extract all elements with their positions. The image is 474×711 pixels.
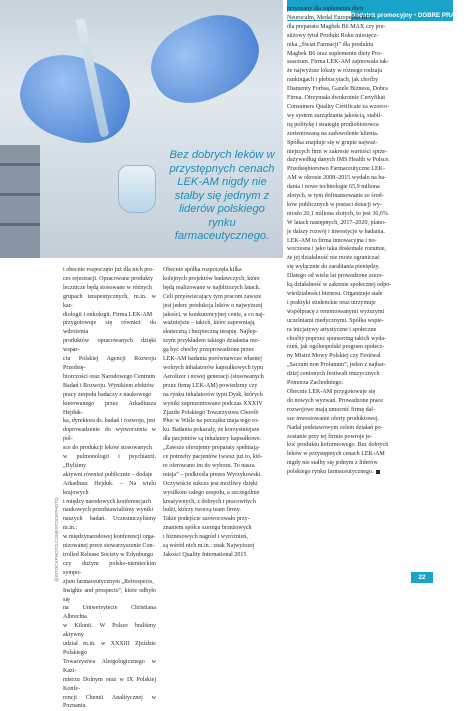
article-column-2 bbox=[163, 266, 279, 560]
text-line: Badań i Rozwoju. Wynikiem efektów bbox=[63, 382, 156, 391]
text-line: dania i nowe technologie 65,9 miliona bbox=[287, 183, 404, 192]
text-line: naszych badań. Uczestniczyliśmy m.in.: bbox=[63, 515, 156, 533]
text-line: dażywedług danych IMS Health w Polsce. bbox=[287, 156, 404, 165]
text-line: się wyłącznie do zarabiania pieniędzy. bbox=[287, 263, 404, 272]
text-line: na rynku inhalatorów typu Dysk, których bbox=[163, 391, 279, 400]
text-line: LEK-AM badania porównawcze własnej bbox=[163, 355, 279, 364]
text-line: wyniki zaprezentowano podczas XXXIV bbox=[163, 400, 279, 409]
text-line: kierowanego przez Arkadiusza Hejduk- bbox=[63, 400, 156, 418]
text-line: Obecnie spółka rozpoczęła kilka bbox=[163, 266, 279, 275]
text-line: diologii i onkologii. Firma LEK-AM bbox=[63, 311, 156, 320]
text-line: stiżowy tytuł Produkt Roku miesięcz- bbox=[287, 32, 404, 41]
text-line: naukowych przedstawialiśmy wyniki bbox=[63, 506, 156, 515]
text-line: jest jeden: produkcja leków o najwyższej bbox=[163, 302, 279, 311]
text-line: kreatywnych, z dobrych i pracowitych bbox=[163, 498, 279, 507]
text-line: koć produktu koformowego. Bez dobrych bbox=[287, 441, 404, 450]
photo-credit: @ISTOCKPHOTO.COM/ISTOCKPHOTO bbox=[54, 498, 59, 582]
text-line: do nowych wyzwań. Prowadzone prace bbox=[287, 397, 404, 406]
text-line: seaceum. Firma LEK-AM zajmowała tak- bbox=[287, 58, 404, 67]
text-line: i obecnie rozpoczęto już dla nich pro- bbox=[63, 266, 156, 275]
text-line: ce potrzeby pacjentów (wiesz już to, któ- bbox=[163, 453, 279, 462]
text-line: Aerolizer i nowej generacji (stosowanych bbox=[163, 373, 279, 382]
text-line: Przedsiębiorstwo Farmaceutyczne LEK- bbox=[287, 165, 404, 174]
text-line: na Uniwersytecie Christiana Albrechta bbox=[63, 604, 156, 622]
text-line: ciu Polskiej Agencji Rozwoju Przedsię- bbox=[63, 355, 156, 373]
text-line: rankingach i plebiscytach, jak choćby bbox=[287, 76, 404, 85]
text-line: Neurocalm, Medal Europejski BCC bbox=[287, 14, 404, 23]
text-line: rencji Chemii Analitycznej w Poznaniu. bbox=[63, 694, 156, 711]
text-line: ka, dyrektora ds. badań i rozwoju, jest bbox=[63, 417, 156, 426]
text-line: Pomorza Zachodniego. bbox=[287, 379, 404, 388]
text-line: AM w okresie 2008–2015 wydało na ba- bbox=[287, 174, 404, 183]
text-line: ludzi, którzy tworzą team firmy. bbox=[163, 506, 279, 515]
text-line: kolejnych projektów badawczych, które bbox=[163, 275, 279, 284]
flask-shape bbox=[118, 165, 156, 213]
text-line: ważniejsze – takich, które zapewniają bbox=[163, 319, 279, 328]
text-line: zjum farmaceutycznym „Retrospects, bbox=[63, 578, 156, 587]
text-line: pracy zespołu badaczy z naukowego bbox=[63, 391, 156, 400]
section-label: Dodatek promocyjny bbox=[351, 12, 412, 19]
text-line: doprowadzenie do wytworzenia w pol- bbox=[63, 426, 156, 444]
article-column-3 bbox=[287, 5, 404, 477]
text-line: nigdy nie stałby się jednym z liderów bbox=[287, 459, 404, 468]
text-line: produktów opracowanych dzięki wspar- bbox=[63, 337, 156, 355]
text-line: Firma. Otrzymała dwukrotnie Certyfikat bbox=[287, 94, 404, 103]
text-line: grupach terapeutycznych, m.in. w kar- bbox=[63, 293, 156, 311]
text-line: Takie podejście zaowocowało przy- bbox=[163, 515, 279, 524]
text-line: Obecnie LEK-AM przygotowuje się bbox=[287, 388, 404, 397]
text-line: rozwojowe mają umocnić firmę dal- bbox=[287, 406, 404, 415]
text-line: sze inwestowanie oferty produktowej. bbox=[287, 415, 404, 424]
text-line: zorientowaną na zadowolenie klienta. bbox=[287, 130, 404, 139]
text-line: ką działalność w zakresie społecznej odpo- bbox=[287, 281, 404, 290]
text-line: Oczywiście sukces jest możliwy dzięki bbox=[163, 480, 279, 489]
text-line: przyznany dla suplementu diety bbox=[287, 5, 404, 14]
text-line: Diamenty Forbsa, Gazele Biznesu, Dobra bbox=[287, 85, 404, 94]
text-line: Consumers Quality Certificate za wzorco- bbox=[287, 103, 404, 112]
text-line: ków publicznych w postaci dotacji wy- bbox=[287, 201, 404, 210]
text-line: wolnych inhalatorów kapsułkowych typu bbox=[163, 364, 279, 373]
text-line: dla pacjentów są inhalatory kapsułkowe. bbox=[163, 435, 279, 444]
text-line: ną politykę i strategię prodiobiotowca bbox=[287, 121, 404, 130]
test-tube-rack-shape bbox=[0, 145, 40, 258]
text-line: mierzu Dolnym oraz w IX Polskiej Konfe- bbox=[63, 676, 156, 694]
text-line: i praktyki studenckie oraz utrzymuje bbox=[287, 299, 404, 308]
text-line: rzeń, jak ogólnopolski program społecz- bbox=[287, 343, 404, 352]
page-number: 22 bbox=[411, 572, 433, 583]
text-line: biorczości oraz Narodowego Centrum bbox=[63, 373, 156, 382]
text-line: skuteczną i bezpieczną terapię. Najlep- bbox=[163, 328, 279, 337]
text-line: niejszych firm w zakresie wartości sprze- bbox=[287, 148, 404, 157]
text-line: Zjazdu Polskiego Towarzystwa Chorób bbox=[163, 409, 279, 418]
text-line: leków w przystępnych cenach LEK-AM bbox=[287, 450, 404, 459]
text-line: Towarzystwa Alergologicznego w Kazi- bbox=[63, 658, 156, 676]
text-line: będą realizowane w najbliższych latach. bbox=[163, 284, 279, 293]
text-line: Insights and prospects”, które odbyło się bbox=[63, 587, 156, 605]
gloved-hand-shape bbox=[139, 0, 272, 117]
text-line: Jakości Quality International 2015 bbox=[163, 551, 279, 560]
section-title: DOBRE PRAKTYKI bbox=[418, 12, 474, 19]
text-line: polskiego rynku farmaceutycznego. bbox=[287, 468, 404, 477]
text-line: aktywni również publicznie – dodaje bbox=[63, 471, 156, 480]
text-line: niosło 20,1 miliona złotych, to jest 30,6%. bbox=[287, 210, 404, 219]
article-end-mark bbox=[376, 470, 380, 474]
text-line: udział m.in. w XXXIII Zjeździe Polskiego bbox=[63, 640, 156, 658]
text-line: Celi przyświecający tym pracom zawsze bbox=[163, 293, 279, 302]
text-line: dziej cenionych festiwali muzycznych bbox=[287, 370, 404, 379]
text-line: Płuc w Wiśle na początku maja tego ro- bbox=[163, 417, 279, 426]
text-line: nizowanej przez stowarzyszenie Con- bbox=[63, 542, 156, 551]
text-line: przygotowuje się również do wdrożenia bbox=[63, 319, 156, 337]
text-line: choćby poprzez sponsoring takich wyda- bbox=[287, 335, 404, 344]
text-line: w międzynarodowej konferencji orga- bbox=[63, 533, 156, 542]
text-line: ku. Badania pokazały, że korzystniejsze bbox=[163, 426, 279, 435]
text-line: W latach następnych, 2017–2020, plano- bbox=[287, 219, 404, 228]
text-line: w Kilonii. W Polsce braliśmy aktywny bbox=[63, 622, 156, 640]
text-line: znaniem spółce szeregu branżowych bbox=[163, 524, 279, 533]
text-line: wysiłkom całego zespołu, a szczególnie bbox=[163, 489, 279, 498]
pull-quote: Bez dobrych leków w przystępnych cenach LEK-AM nigdy nie stałby się jednym z liderów polskiego rynku farmaceutycznego. bbox=[164, 149, 280, 244]
text-line: woczesna i jako taka doskonale rozumie, bbox=[287, 245, 404, 254]
text-line: i biznesowych nagród i wyróżnień, bbox=[163, 533, 279, 542]
text-line: są wśród nich m.in.: znak Najwyższej bbox=[163, 542, 279, 551]
text-line: szym przykładem takiego działania mo- bbox=[163, 337, 279, 346]
text-line: ny Mistrz Mowy Polskiej czy Festiwal bbox=[287, 352, 404, 361]
text-line: sce do produkcji leków stosowanych bbox=[63, 444, 156, 453]
text-line: Nadal podstawowym celem działań po- bbox=[287, 424, 404, 433]
text-line: ra inicjatywy artystyczne i społeczne bbox=[287, 326, 404, 335]
article-column-1 bbox=[63, 266, 156, 711]
text-line: że jej działalność nie może ograniczać bbox=[287, 254, 404, 263]
text-line: wiedzialności biznesu. Organizuje stałe bbox=[287, 290, 404, 299]
text-line: czy dużym polsko-niemieckim sympo- bbox=[63, 560, 156, 578]
text-line: nika „Świat Farmacji” dla produktu bbox=[287, 41, 404, 50]
text-line: „Zawsze oferujemy preparaty spełniają- bbox=[163, 444, 279, 453]
text-line: w pulmonologii i psychiatrii. „Byliśmy bbox=[63, 453, 156, 471]
text-line: gą być choćby przeprowadzone przez bbox=[163, 346, 279, 355]
header-separator: • bbox=[414, 12, 416, 19]
text-line: misja” – podkreśla prezes Wyrzykowski. bbox=[163, 471, 279, 480]
text-line: re oferowano im do wyboru. To nasza bbox=[163, 462, 279, 471]
text-line: uczelniami medycznymi. Spółka wspie- bbox=[287, 317, 404, 326]
text-line: jakości, w konkurencyjnej cenie, a co naj- bbox=[163, 311, 279, 320]
gloved-hand-shape bbox=[10, 43, 140, 155]
text-line: je dalszy rozwój i inwestycje w badania. bbox=[287, 228, 404, 237]
text-line: LEK-AM to firma innowacyjna i no- bbox=[287, 237, 404, 246]
text-line: „Sacrum non Profanum”, jeden z najbar- bbox=[287, 361, 404, 370]
text-line: trolled Release Society w Edynburgu bbox=[63, 551, 156, 560]
text-line: i między narodowych konferencjach bbox=[63, 498, 156, 507]
text-line: ces rejestracji. Opracowane produkty bbox=[63, 275, 156, 284]
text-line: Dlatego od wielu lat prowadzone szero- bbox=[287, 272, 404, 281]
text-line: Spółka znajduje się w grupie najważ- bbox=[287, 139, 404, 148]
text-line: Arkadiusz Hejduk. – Na wielu krajowych bbox=[63, 480, 156, 498]
text-line: wy system zarządzania jakością, stabil- bbox=[287, 112, 404, 121]
text-line: współpracę z renomowanymi wyższymi bbox=[287, 308, 404, 317]
text-line: przez firmę LEK-AM) powiedzmy czy bbox=[163, 382, 279, 391]
text-line: dla preparatu Magbek B6 MAX czy pre- bbox=[287, 23, 404, 32]
text-line: złotych, w tym dofinansowanie ze środ- bbox=[287, 192, 404, 201]
text-line: że najwyższe lokaty w różnego rodzaju bbox=[287, 67, 404, 76]
text-line: lecznicze będą stosowane w różnych bbox=[63, 284, 156, 293]
text-line: zostanie przy tej firmie powroje je- bbox=[287, 433, 404, 442]
text-line: Magbek B6 oraz suplementu diety Pro- bbox=[287, 50, 404, 59]
